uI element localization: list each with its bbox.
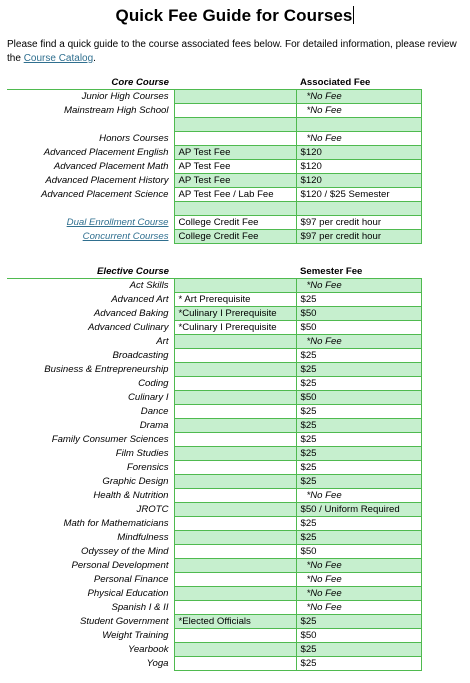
elective-note-cell xyxy=(174,517,296,531)
core-course-link[interactable]: Concurrent Courses xyxy=(82,231,169,242)
elective-fee-cell: $25 xyxy=(296,363,421,377)
elective-fee-cell: $25 xyxy=(296,377,421,391)
elective-row xyxy=(7,587,421,601)
elective-row xyxy=(7,531,421,545)
elective-course-name: Graphic Design xyxy=(102,476,169,487)
elective-fee-cell: *No Fee xyxy=(296,587,421,601)
elective-course-header: Elective Course xyxy=(97,266,169,277)
elective-row xyxy=(7,601,421,615)
elective-row xyxy=(7,349,421,363)
core-fee-cell: $120 xyxy=(296,146,421,160)
elective-fee-cell: $25 xyxy=(296,419,421,433)
elective-course-name: Personal Development xyxy=(71,560,169,571)
core-fee-cell: *No Fee xyxy=(296,90,421,104)
elective-row xyxy=(7,363,421,377)
elective-course-name: JROTC xyxy=(136,504,169,515)
core-row xyxy=(7,118,421,132)
core-note-cell xyxy=(174,118,296,132)
elective-fee-cell: $25 xyxy=(296,349,421,363)
core-fee-cell: $97 per credit hour xyxy=(296,216,421,230)
elective-course-name: Film Studies xyxy=(115,448,169,459)
core-course-table xyxy=(7,76,422,244)
elective-fee-cell: *No Fee xyxy=(296,279,421,293)
elective-fee-cell: $25 xyxy=(296,615,421,629)
elective-course-name: Dance xyxy=(140,406,169,417)
elective-fee-cell: $25 xyxy=(296,405,421,419)
elective-fee-cell: $25 xyxy=(296,447,421,461)
core-note-cell xyxy=(174,90,296,104)
core-note-cell xyxy=(174,132,296,146)
elective-note-cell xyxy=(174,531,296,545)
course-catalog-link[interactable]: Course Catalog xyxy=(23,53,94,64)
elective-row xyxy=(7,545,421,559)
elective-row xyxy=(7,447,421,461)
core-fee-cell: *No Fee xyxy=(296,104,421,118)
elective-fee-cell: *No Fee xyxy=(296,601,421,615)
core-row xyxy=(7,202,421,216)
elective-note-cell xyxy=(174,601,296,615)
elective-course-name: Mindfulness xyxy=(117,532,169,543)
elective-note-cell xyxy=(174,377,296,391)
core-course-name: Advanced Placement English xyxy=(43,147,169,158)
elective-note-header xyxy=(174,265,296,279)
elective-note-cell xyxy=(174,489,296,503)
elective-row xyxy=(7,503,421,517)
elective-row xyxy=(7,279,421,293)
elective-fee-header: Semester Fee xyxy=(300,266,363,277)
elective-row xyxy=(7,293,421,307)
elective-course-name: Advanced Art xyxy=(111,294,169,305)
core-note-cell: AP Test Fee xyxy=(174,174,296,188)
elective-note-cell xyxy=(174,447,296,461)
elective-fee-cell: $50 xyxy=(296,321,421,335)
core-row xyxy=(7,104,421,118)
elective-note-cell xyxy=(174,559,296,573)
elective-course-name: Culinary I xyxy=(127,392,169,403)
elective-row xyxy=(7,629,421,643)
core-row xyxy=(7,160,421,174)
elective-row xyxy=(7,559,421,573)
elective-row xyxy=(7,391,421,405)
elective-course-name: Business & Entrepreneurship xyxy=(44,364,169,375)
elective-fee-cell: $25 xyxy=(296,643,421,657)
elective-fee-cell: *No Fee xyxy=(296,335,421,349)
elective-course-name: Family Consumer Sciences xyxy=(51,434,169,445)
elective-fee-cell: $50 xyxy=(296,545,421,559)
core-row xyxy=(7,188,421,202)
elective-row xyxy=(7,461,421,475)
core-note-cell: AP Test Fee xyxy=(174,160,296,174)
elective-fee-cell: $25 xyxy=(296,461,421,475)
elective-note-cell xyxy=(174,629,296,643)
elective-row xyxy=(7,405,421,419)
elective-fee-cell: *No Fee xyxy=(296,489,421,503)
core-note-header xyxy=(174,76,296,90)
elective-row xyxy=(7,307,421,321)
elective-note-cell xyxy=(174,503,296,517)
elective-note-cell xyxy=(174,433,296,447)
core-fee-cell: $120 / $25 Semester xyxy=(296,188,421,202)
elective-course-name: Odyssey of the Mind xyxy=(81,546,169,557)
core-course-name: Junior High Courses xyxy=(7,90,174,104)
elective-row xyxy=(7,419,421,433)
elective-fee-cell: *No Fee xyxy=(296,559,421,573)
elective-row xyxy=(7,377,421,391)
page-title xyxy=(0,6,470,26)
elective-course-name: Student Government xyxy=(79,616,169,627)
elective-row xyxy=(7,643,421,657)
core-fee-cell: $120 xyxy=(296,160,421,174)
core-course-name: Honors Courses xyxy=(99,133,169,144)
elective-course-name: Advanced Baking xyxy=(93,308,169,319)
elective-course-name: Art xyxy=(156,336,169,347)
elective-fee-cell: $50 xyxy=(296,391,421,405)
intro-text-end: . xyxy=(93,53,96,64)
core-note-cell: AP Test Fee xyxy=(174,146,296,160)
elective-row xyxy=(7,517,421,531)
elective-note-cell xyxy=(174,475,296,489)
core-note-cell xyxy=(174,104,296,118)
elective-course-name: Yearbook xyxy=(127,644,169,655)
elective-course-name: Yoga xyxy=(146,658,169,669)
elective-note-cell xyxy=(174,349,296,363)
elective-note-cell xyxy=(174,573,296,587)
core-course-name xyxy=(7,118,174,132)
core-note-cell: AP Test Fee / Lab Fee xyxy=(174,188,296,202)
elective-course-name: Spanish I & II xyxy=(111,602,169,613)
core-row xyxy=(7,146,421,160)
elective-note-cell xyxy=(174,419,296,433)
core-course-name: Mainstream High School xyxy=(63,105,169,116)
elective-course-name: Act Skills xyxy=(7,279,174,293)
elective-course-name: Health & Nutrition xyxy=(93,490,169,501)
core-row xyxy=(7,174,421,188)
elective-note-cell: * Art Prerequisite xyxy=(174,293,296,307)
elective-row xyxy=(7,489,421,503)
core-row xyxy=(7,230,421,244)
core-course-name xyxy=(7,202,174,216)
core-course-header: Core Course xyxy=(111,77,169,88)
elective-fee-cell: $50 / Uniform Required xyxy=(296,503,421,517)
core-course-name xyxy=(7,216,174,230)
elective-note-cell xyxy=(174,363,296,377)
elective-fee-cell: $50 xyxy=(296,307,421,321)
elective-course-name: Drama xyxy=(139,420,169,431)
core-fee-cell xyxy=(296,202,421,216)
elective-note-cell xyxy=(174,405,296,419)
elective-note-cell: *Culinary I Prerequisite xyxy=(174,321,296,335)
elective-note-cell xyxy=(174,545,296,559)
core-note-cell xyxy=(174,202,296,216)
elective-fee-cell: $25 xyxy=(296,475,421,489)
core-note-cell: College Credit Fee xyxy=(174,230,296,244)
elective-note-cell xyxy=(174,587,296,601)
elective-course-name: Personal Finance xyxy=(93,574,169,585)
elective-note-cell xyxy=(174,657,296,671)
core-course-name: Advanced Placement Math xyxy=(53,161,169,172)
core-fee-header: Associated Fee xyxy=(300,77,371,88)
core-fee-cell xyxy=(296,118,421,132)
elective-row xyxy=(7,433,421,447)
core-row xyxy=(7,132,421,146)
elective-fee-cell: *No Fee xyxy=(296,573,421,587)
elective-header-row xyxy=(7,265,421,279)
core-fee-cell: *No Fee xyxy=(296,132,421,146)
elective-fee-cell: $50 xyxy=(296,629,421,643)
core-header-row xyxy=(7,76,421,90)
elective-fee-cell: $25 xyxy=(296,517,421,531)
elective-course-name: Forensics xyxy=(126,462,169,473)
core-fee-cell: $120 xyxy=(296,174,421,188)
elective-course-name: Math for Mathematicians xyxy=(63,518,169,529)
intro-paragraph xyxy=(7,38,465,66)
elective-course-name: Coding xyxy=(138,378,169,389)
elective-note-cell xyxy=(174,335,296,349)
elective-fee-cell: $25 xyxy=(296,293,421,307)
core-course-name: Advanced Placement Science xyxy=(41,189,169,200)
elective-note-cell: *Culinary I Prerequisite xyxy=(174,307,296,321)
elective-fee-cell: $25 xyxy=(296,433,421,447)
elective-course-name: Physical Education xyxy=(87,588,169,599)
elective-fee-cell: $25 xyxy=(296,531,421,545)
elective-row xyxy=(7,475,421,489)
core-row xyxy=(7,216,421,230)
elective-course-name: Weight Training xyxy=(102,630,169,641)
elective-row xyxy=(7,615,421,629)
core-note-cell: College Credit Fee xyxy=(174,216,296,230)
elective-note-cell: *Elected Officials xyxy=(174,615,296,629)
core-course-link[interactable]: Dual Enrollment Course xyxy=(66,217,169,228)
text-cursor xyxy=(353,6,354,24)
core-fee-cell: $97 per credit hour xyxy=(296,230,421,244)
elective-fee-cell: $25 xyxy=(296,657,421,671)
elective-note-cell xyxy=(174,643,296,657)
elective-note-cell xyxy=(174,461,296,475)
elective-note-cell xyxy=(174,391,296,405)
elective-row xyxy=(7,573,421,587)
elective-note-cell xyxy=(174,279,296,293)
core-row xyxy=(7,90,421,104)
elective-row xyxy=(7,657,421,671)
elective-course-name: Advanced Culinary xyxy=(87,322,169,333)
core-course-name xyxy=(7,230,174,244)
title-text: Quick Fee Guide for Courses xyxy=(115,6,353,25)
intro-text: Please find a quick guide to the course associated fees below. For detailed information, please review the xyxy=(7,39,457,64)
elective-row xyxy=(7,335,421,349)
core-course-name: Advanced Placement History xyxy=(45,175,169,186)
elective-row xyxy=(7,321,421,335)
elective-course-name: Broadcasting xyxy=(112,350,169,361)
elective-course-table xyxy=(7,265,422,671)
